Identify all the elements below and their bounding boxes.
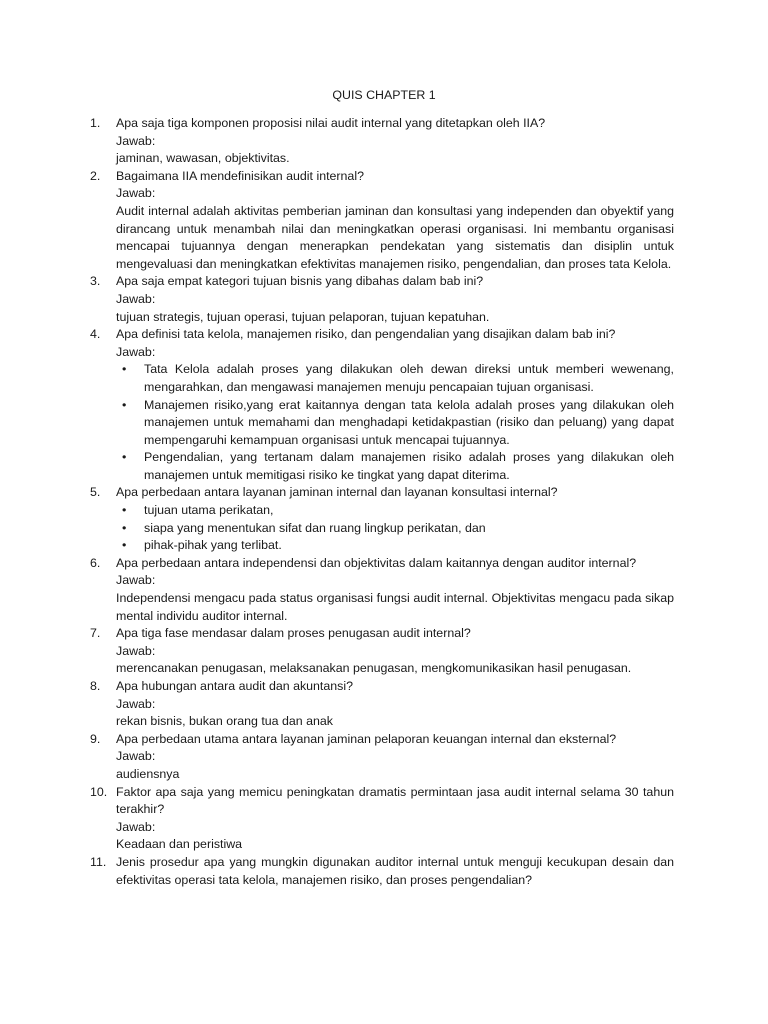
answer-label: Jawab: — [116, 344, 156, 359]
answer-label: Jawab: — [116, 643, 156, 658]
question-item — [90, 731, 674, 784]
answer-label: Jawab: — [116, 749, 156, 764]
question-number: 3. — [90, 274, 101, 289]
bullet-text: Pengendalian, yang tertanam dalam manajemen risiko adalah proses yang dilakukan oleh manajemen untuk memitigasi risiko ke tingkat yang dapat diterima. — [144, 450, 674, 482]
question-text: Apa saja tiga komponen proposisi nilai audit internal yang ditetapkan oleh IIA? — [116, 116, 546, 130]
answer-text: merencanakan penugasan, melaksanakan penugasan, mengkomunikasikan hasil penugasan. — [116, 661, 632, 676]
answer-label: Jawab: — [116, 573, 156, 588]
question-number: 1. — [90, 116, 101, 130]
answer-bullet-list — [116, 502, 674, 555]
question-item — [90, 625, 674, 678]
question-number: 4. — [90, 327, 101, 342]
question-text: Apa tiga fase mendasar dalam proses penugasan audit internal? — [116, 626, 471, 641]
bullet-text: siapa yang menentukan sifat dan ruang lingkup perikatan, dan — [144, 520, 486, 535]
answer-text: audiensnya — [116, 766, 180, 781]
question-item — [90, 168, 674, 274]
bullet-text: pihak-pihak yang terlibat. — [144, 538, 282, 553]
bullet-icon: • — [122, 397, 127, 412]
question-item — [90, 854, 674, 889]
question-text: Jenis prosedur apa yang mungkin digunakan auditor internal untuk menguji kecukupan desain dan efektivitas operasi tata kelola, manajemen risiko, dan proses pengendalian? — [116, 854, 674, 887]
question-item — [90, 678, 674, 731]
bullet-text: Tata Kelola adalah proses yang dilakukan oleh dewan direksi untuk memberi wewenang, mengarahkan, dan mengawasi manajemen menuju pencapaian tujuan organisasi. — [144, 362, 674, 394]
answer-label: Jawab: — [116, 133, 156, 148]
answer-label: Jawab: — [116, 696, 156, 711]
answer-bullet-list — [116, 361, 674, 484]
question-number: 9. — [90, 731, 101, 746]
answer-text: rekan bisnis, bukan orang tua dan anak — [116, 714, 333, 729]
answer-text: tujuan strategis, tujuan operasi, tujuan pelaporan, tujuan kepatuhan. — [116, 309, 490, 324]
question-number: 7. — [90, 626, 101, 641]
answer-bullet — [116, 449, 674, 484]
answer-label: Jawab: — [116, 186, 156, 201]
answer-bullet — [116, 397, 674, 450]
question-item — [90, 784, 674, 854]
question-number: 5. — [90, 485, 101, 500]
question-text: Apa hubungan antara audit dan akuntansi? — [116, 679, 353, 693]
answer-text: Independensi mengacu pada status organisasi fungsi audit internal. Objektivitas mengacu pada sikap mental individu auditor internal. — [116, 591, 674, 623]
question-text: Apa perbedaan antara independensi dan objektivitas dalam kaitannya dengan auditor internal? — [116, 555, 637, 570]
bullet-icon: • — [122, 503, 127, 518]
answer-bullet — [116, 537, 674, 555]
bullet-icon: • — [122, 538, 127, 553]
question-list — [90, 115, 674, 889]
question-item — [90, 273, 674, 326]
question-text: Faktor apa saja yang memicu peningkatan dramatis permintaan jasa audit internal selama 30 tahun terakhir? — [116, 784, 674, 817]
answer-bullet — [116, 361, 674, 396]
question-number: 6. — [90, 555, 101, 570]
question-text: Bagaimana IIA mendefinisikan audit internal? — [116, 168, 364, 183]
bullet-text: Manajemen risiko,yang erat kaitannya dengan tata kelola adalah proses yang dilakukan oleh manajemen untuk memahami dan menghadapi ketidakpastian (risiko dan peluang) yang dapat mempengaruhi kemampuan organisasi untuk mencapai tujuannya. — [144, 397, 674, 447]
question-text: Apa perbedaan antara layanan jaminan internal dan layanan konsultasi internal? — [116, 485, 558, 500]
page-title: QUIS CHAPTER 1 — [332, 88, 436, 102]
question-number: 10. — [90, 784, 108, 799]
bullet-icon: • — [122, 520, 127, 535]
answer-text: jaminan, wawasan, objektivitas. — [116, 151, 290, 166]
question-number: 8. — [90, 679, 101, 693]
bullet-icon: • — [122, 362, 127, 377]
answer-bullet — [116, 502, 674, 520]
question-item — [90, 115, 674, 168]
question-item — [90, 484, 674, 554]
bullet-icon: • — [122, 450, 127, 465]
bullet-text: tujuan utama perikatan, — [144, 503, 274, 518]
question-text: Apa perbedaan utama antara layanan jaminan pelaporan keuangan internal dan eksternal? — [116, 731, 617, 746]
question-text: Apa saja empat kategori tujuan bisnis yang dibahas dalam bab ini? — [116, 274, 484, 289]
answer-text: Keadaan dan peristiwa — [116, 837, 243, 852]
answer-label: Jawab: — [116, 819, 156, 834]
question-item — [90, 326, 674, 484]
answer-label: Jawab: — [116, 291, 156, 306]
question-text: Apa definisi tata kelola, manajemen risiko, dan pengendalian yang disajikan dalam bab ini? — [116, 327, 616, 342]
question-number: 11. — [90, 854, 107, 869]
question-number: 2. — [90, 168, 101, 183]
answer-text: Audit internal adalah aktivitas pemberian jaminan dan konsultasi yang independen dan obyektif yang dirancang untuk menambah nilai dan meningkatkan operasi organisasi. Ini membantu organisasi mencapai tujuannya dengan menerapkan pendekatan yang sistematis dan disiplin untuk mengevaluasi dan meningkatkan efektivitas manajemen risiko, pengendalian, dan proses tata Kelola. — [116, 203, 674, 271]
question-item — [90, 555, 674, 625]
answer-bullet — [116, 520, 674, 538]
